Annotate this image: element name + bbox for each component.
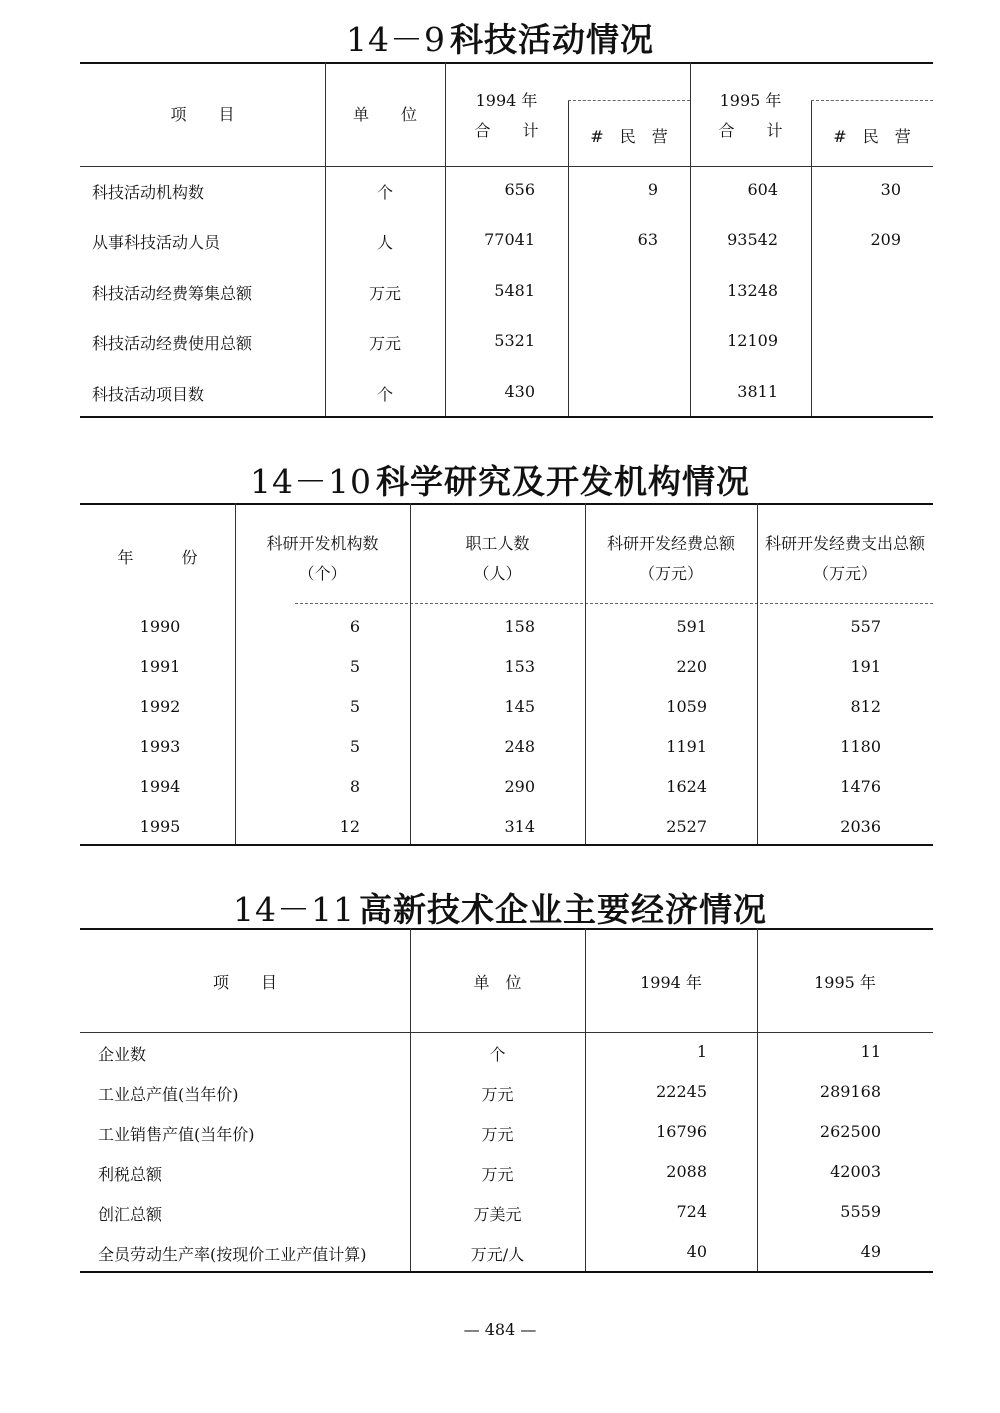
row-total-1994: 5481 <box>494 281 535 300</box>
row-funds: 1624 <box>666 777 707 796</box>
row-total-1995: 93542 <box>727 230 778 249</box>
row-private-1994: 63 <box>637 230 658 249</box>
table-number: 14－9 <box>346 20 446 59</box>
row-spending: 1476 <box>840 777 881 796</box>
header-unit: 单 位 <box>473 973 522 992</box>
row-item: 科技活动机构数 <box>92 183 205 202</box>
table-14-11-title <box>0 884 1000 931</box>
row-total-1994: 5321 <box>494 331 535 350</box>
table-title-text: 科技活动情况 <box>450 20 654 59</box>
row-1995: 42003 <box>830 1162 881 1181</box>
row-unit: 个 <box>376 385 393 404</box>
row-item: 工业总产值(当年价) <box>98 1085 239 1104</box>
header-1994: 1994 年 <box>475 91 538 110</box>
row-item: 全员劳动生产率(按现价工业产值计算) <box>98 1245 367 1264</box>
row-spending: 1180 <box>840 737 881 756</box>
row-unit: 万美元 <box>473 1205 522 1224</box>
header-institutions-unit: （个） <box>298 564 347 583</box>
col-divider <box>811 100 812 416</box>
table-title-text: 高新技术企业主要经济情况 <box>358 890 767 929</box>
row-item: 创汇总额 <box>98 1205 163 1224</box>
row-1994: 2088 <box>666 1162 707 1181</box>
header-1995: 1995 年 <box>719 91 782 110</box>
row-1994: 1 <box>696 1042 707 1061</box>
row-total-1995: 13248 <box>727 281 778 300</box>
row-unit: 个 <box>376 183 393 202</box>
bottom-rule <box>80 844 933 846</box>
row-institutions: 5 <box>349 737 360 756</box>
row-unit: 万元 <box>368 334 401 353</box>
row-year: 1990 <box>139 617 181 636</box>
row-item: 企业数 <box>98 1045 147 1064</box>
row-year: 1994 <box>139 777 181 796</box>
header-rule <box>295 603 933 604</box>
top-rule <box>80 62 933 64</box>
header-item: 项 目 <box>170 105 235 124</box>
header-private-1995: # 民 营 <box>833 127 911 146</box>
header-1994: 1994 年 <box>640 973 702 992</box>
row-1994: 22245 <box>656 1082 707 1101</box>
row-unit: 万元 <box>481 1125 514 1144</box>
row-spending: 2036 <box>840 817 881 836</box>
table-title-text: 科学研究及开发机构情况 <box>375 462 750 501</box>
row-item: 利税总额 <box>98 1165 163 1184</box>
row-year: 1991 <box>139 657 181 676</box>
row-institutions: 5 <box>349 657 360 676</box>
table-14-9 <box>80 62 933 422</box>
header-spending-unit: （万元） <box>812 564 877 583</box>
row-total-1995: 604 <box>747 180 778 199</box>
row-item: 科技活动经费筹集总额 <box>92 284 253 303</box>
row-spending: 812 <box>850 697 881 716</box>
header-staff-unit: （人） <box>473 564 522 583</box>
row-item: 科技活动项目数 <box>92 385 205 404</box>
row-funds: 1191 <box>666 737 707 756</box>
header-total-1995: 合 计 <box>718 121 783 140</box>
row-1994: 724 <box>676 1202 707 1221</box>
header-private-1994: # 民 营 <box>590 127 668 146</box>
row-unit: 个 <box>489 1045 506 1064</box>
row-staff: 290 <box>504 777 535 796</box>
row-funds: 220 <box>676 657 707 676</box>
row-funds: 1059 <box>666 697 707 716</box>
row-unit: 万元 <box>481 1165 514 1184</box>
row-institutions: 12 <box>339 817 360 836</box>
table-14-10 <box>80 503 933 848</box>
row-staff: 314 <box>504 817 535 836</box>
header-spending: 科研开发经费支出总额 <box>764 534 925 553</box>
bottom-rule <box>80 1271 933 1273</box>
row-private-1994: 9 <box>647 180 658 199</box>
header-unit: 单 位 <box>352 105 417 124</box>
top-rule <box>80 928 933 930</box>
header-rule <box>80 1032 933 1033</box>
row-1995: 49 <box>860 1242 881 1261</box>
table-14-11 <box>80 928 933 1278</box>
row-1995: 5559 <box>840 1202 881 1221</box>
row-unit: 万元/人 <box>470 1245 525 1264</box>
row-private-1995: 209 <box>870 230 901 249</box>
subheader-rule <box>568 100 690 101</box>
table-number: 14－11 <box>233 890 355 929</box>
header-total-1994: 合 计 <box>474 121 539 140</box>
header-year: 年 份 <box>117 548 198 567</box>
row-1995: 11 <box>860 1042 881 1061</box>
header-1995: 1995 年 <box>814 973 876 992</box>
row-item: 工业销售产值(当年价) <box>98 1125 255 1144</box>
row-institutions: 5 <box>349 697 360 716</box>
subheader-rule <box>811 100 933 101</box>
table-number: 14－10 <box>250 462 372 501</box>
row-spending: 191 <box>850 657 881 676</box>
row-year: 1993 <box>139 737 181 756</box>
row-unit: 万元 <box>368 284 401 303</box>
header-rule <box>80 166 933 167</box>
page-number: — 484 — <box>463 1320 537 1339</box>
row-year: 1992 <box>139 697 181 716</box>
header-funds-unit: （万元） <box>638 564 703 583</box>
row-staff: 248 <box>504 737 535 756</box>
row-year: 1995 <box>139 817 181 836</box>
row-item: 科技活动经费使用总额 <box>92 334 253 353</box>
row-1995: 262500 <box>819 1122 881 1141</box>
row-institutions: 6 <box>349 617 360 636</box>
header-institutions: 科研开发机构数 <box>266 534 379 553</box>
row-1994: 16796 <box>656 1122 707 1141</box>
top-rule <box>80 503 933 505</box>
row-funds: 2527 <box>666 817 707 836</box>
row-item: 从事科技活动人员 <box>92 233 221 252</box>
row-total-1995: 3811 <box>737 382 778 401</box>
table-14-10-title <box>0 456 1000 503</box>
row-total-1995: 12109 <box>727 331 778 350</box>
row-staff: 145 <box>504 697 535 716</box>
row-funds: 591 <box>676 617 707 636</box>
row-1994: 40 <box>686 1242 707 1261</box>
row-total-1994: 430 <box>504 382 535 401</box>
table-14-9-title <box>0 14 1000 61</box>
row-total-1994: 77041 <box>484 230 535 249</box>
header-item: 项 目 <box>212 973 277 992</box>
header-staff: 职工人数 <box>465 534 530 553</box>
header-funds: 科研开发经费总额 <box>606 534 735 553</box>
bottom-rule <box>80 416 933 418</box>
row-private-1995: 30 <box>880 180 901 199</box>
row-institutions: 8 <box>349 777 360 796</box>
row-staff: 153 <box>504 657 535 676</box>
col-divider <box>568 100 569 416</box>
row-unit: 万元 <box>481 1085 514 1104</box>
row-total-1994: 656 <box>504 180 535 199</box>
row-spending: 557 <box>850 617 881 636</box>
row-1995: 289168 <box>819 1082 881 1101</box>
row-staff: 158 <box>504 617 535 636</box>
row-unit: 人 <box>376 233 393 252</box>
